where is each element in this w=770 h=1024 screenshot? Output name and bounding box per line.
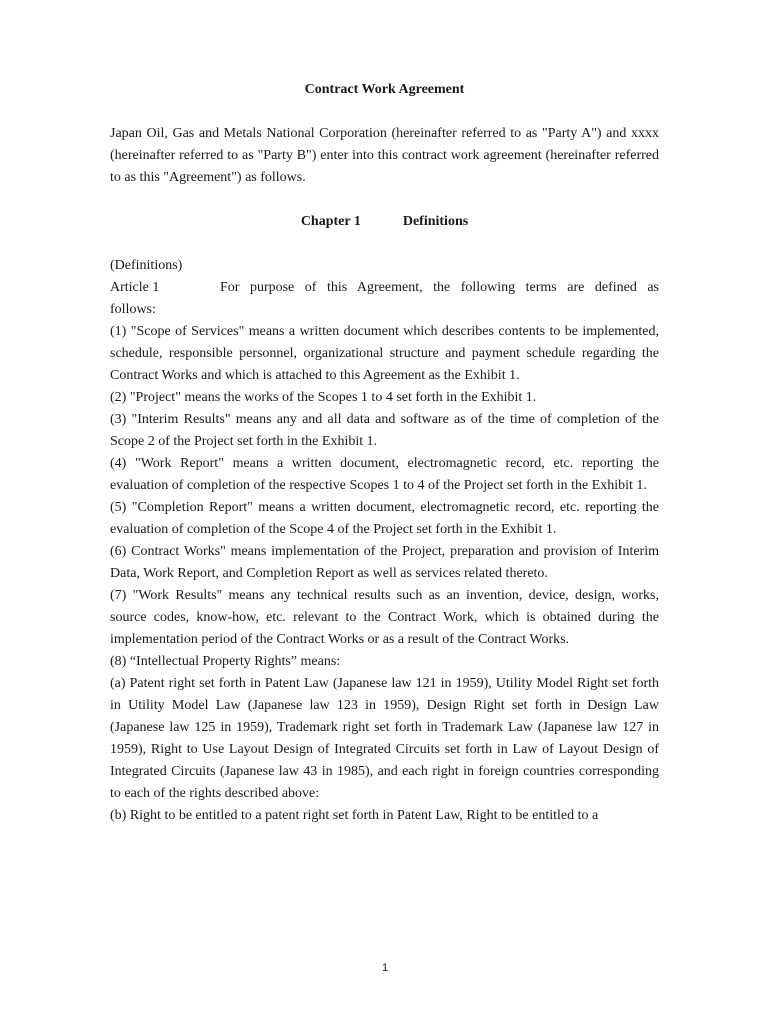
definition-item: (3) "Interim Results" means any and all data and software as of the time of completion of the Scope 2 of the Project set forth in the Exhibit 1. [110,412,659,449]
article-label: Article 1 [110,280,160,295]
definition-item: (1) "Scope of Services" means a written document which describes contents to be implemented, schedule, responsible personnel, organizational structure and payment schedule regarding the Contract Works and which is attached to this Agreement as the Exhibit 1. [110,324,659,383]
definition-item: (a) Patent right set forth in Patent Law (Japanese law 121 in 1959), Utility Model Right set forth in Utility Model Law (Japanese law 123 in 1959), Design Right set forth in Design Law (Japanese law 125 in 1959), Trademark right set forth in Trademark Law (Japanese law 127 in 1959), Right to Use Layout Design of Integrated Circuits set forth in Law of Layout Design of Integrated Circuits (Japanese law 43 in 1985), and each right in foreign countries corresponding to each of the rights described above: [110,676,659,801]
definition-item: (5) "Completion Report" means a written document, electromagnetic record, etc. reporting the evaluation of completion of the Scope 4 of the Project set forth in the Exhibit 1. [110,500,659,537]
definition-item: (8) “Intellectual Property Rights” means: [110,654,341,669]
article-lead-text: For purpose of this Agreement, the following terms are defined as [220,280,659,295]
intro-paragraph: Japan Oil, Gas and Metals National Corporation (hereinafter referred to as "Party A") and xxxx (hereinafter referred to as "Party B") enter into this contract work agreement (hereinafter referred to as this "Agreement") as follows. [110,126,659,185]
page-number: 1 [381,962,389,974]
definition-item: (2) "Project" means the works of the Scopes 1 to 4 set forth in the Exhibit 1. [110,390,537,405]
definition-item: (b) Right to be entitled to a patent right set forth in Patent Law, Right to be entitled to a [110,808,599,823]
chapter-heading [110,211,659,233]
spacer [110,189,659,211]
article-lead-continuation: follows: [110,302,156,317]
article-lead-line [110,277,659,299]
definition-item: (7) "Work Results" means any technical results such as an invention, device, design, works, source codes, know-how, etc. relevant to the Contract Work, which is obtained during the implementation period of the Contract Works or as a result of the Contract Works. [110,588,659,647]
chapter-title: Definitions [402,214,469,229]
document-body [110,79,659,827]
article-heading: (Definitions) [110,258,183,273]
definition-item: (6) Contract Works" means implementation of the Project, preparation and provision of Interim Data, Work Report, and Completion Report as well as services related thereto. [110,544,659,581]
spacer [110,233,659,255]
chapter-number: Chapter 1 [300,214,361,229]
document-title: Contract Work Agreement [304,82,465,97]
definition-item: (4) "Work Report" means a written document, electromagnetic record, etc. reporting the evaluation of completion of the respective Scopes 1 to 4 of the Project set forth in the Exhibit 1. [110,456,659,493]
